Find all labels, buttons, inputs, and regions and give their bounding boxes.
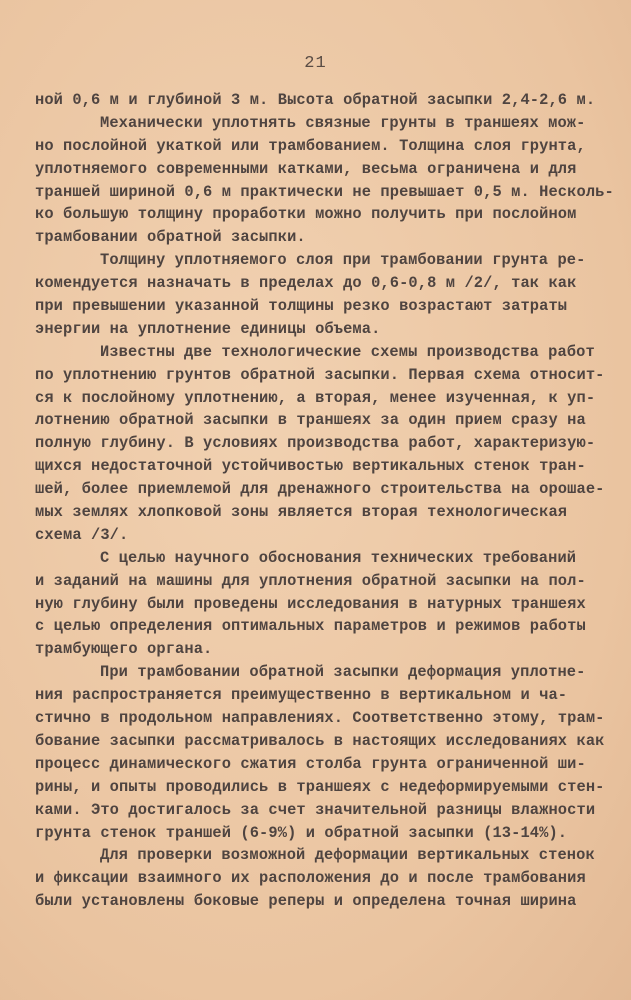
- text-line: Механически уплотнять связные грунты в траншеях мож-: [100, 113, 586, 132]
- text-line: энергии на уплотнение единицы объема.: [35, 319, 381, 338]
- text-line: бование засыпки рассматривалось в настоящих исследованиях как: [35, 731, 605, 750]
- text-line: ся к послойному уплотнению, а вторая, менее изученная, к уп-: [35, 388, 596, 407]
- text-line: трамбующего органа.: [35, 640, 213, 659]
- text-line: уплотняемого современными катками, весьма ограничена и для: [35, 159, 577, 178]
- text-line: ной 0,6 м и глубиной 3 м. Высота обратной засыпки 2,4-2,6 м.: [35, 91, 596, 109]
- text-line: ко большую толщину проработки можно получить при послойном: [35, 205, 577, 224]
- text-line: С целью научного обоснования технических требований: [100, 548, 577, 567]
- text-line: были установлены боковые реперы и определена точная ширина: [35, 892, 577, 911]
- text-line: по уплотнению грунтов обратной засыпки. Первая схема относит-: [35, 365, 605, 384]
- text-line: мых землях хлопковой зоны является вторая технологическая: [35, 503, 568, 522]
- text-line: ния распространяется преимущественно в вертикальном и ча-: [35, 686, 568, 705]
- body-text: [35, 89, 615, 913]
- text-line: ную глубину были проведены исследования в натурных траншеях: [35, 594, 586, 613]
- text-line: щихся недостаточной устойчивостью вертикальных стенок тран-: [35, 457, 586, 476]
- text-line: рины, и опыты проводились в траншеях с недеформируемыми стен-: [35, 777, 605, 796]
- text-line: процесс динамического сжатия столба грунта ограниченной ши-: [35, 754, 586, 773]
- text-line: при превышении указанной толщины резко возрастают затраты: [35, 297, 568, 316]
- text-line: но послойной укаткой или трамбованием. Толщина слоя грунта,: [35, 136, 586, 155]
- text-line: трамбовании обратной засыпки.: [35, 228, 306, 247]
- text-line: схема /3/.: [35, 525, 129, 544]
- text-line: Толщину уплотняемого слоя при трамбовании грунта ре-: [100, 251, 586, 270]
- text-line: Известны две технологические схемы производства работ: [100, 342, 595, 361]
- text-line: полную глубину. В условиях производства работ, характеризую-: [35, 434, 596, 453]
- text-line: лотнению обратной засыпки в траншеях за один прием сразу на: [35, 411, 586, 430]
- text-line: и заданий на машины для уплотнения обратной засыпки на пол-: [35, 571, 586, 590]
- text-line: стично в продольном направлениях. Соответственно этому, трам-: [35, 709, 605, 728]
- text-line: ками. Это достигалось за счет значительной разницы влажности: [35, 800, 596, 819]
- text-line: грунта стенок траншей (6-9%) и обратной засыпки (13-14%).: [35, 823, 568, 842]
- text-line: шей, более приемлемой для дренажного строительства на орошае-: [35, 480, 605, 499]
- text-line: траншей шириной 0,6 м практически не превышает 0,5 м. Несколь-: [35, 182, 614, 201]
- text-line: с целью определения оптимальных параметров и режимов работы: [35, 617, 586, 636]
- text-line: и фиксации взаимного их расположения до и после трамбования: [35, 869, 586, 888]
- page-number: 21: [304, 54, 327, 73]
- text-line: комендуется назначать в пределах до 0,6-0,8 м /2/, так как: [35, 274, 577, 293]
- text-line: Для проверки возможной деформации вертикальных стенок: [100, 846, 595, 865]
- text-line: При трамбовании обратной засыпки деформация уплотне-: [100, 663, 586, 682]
